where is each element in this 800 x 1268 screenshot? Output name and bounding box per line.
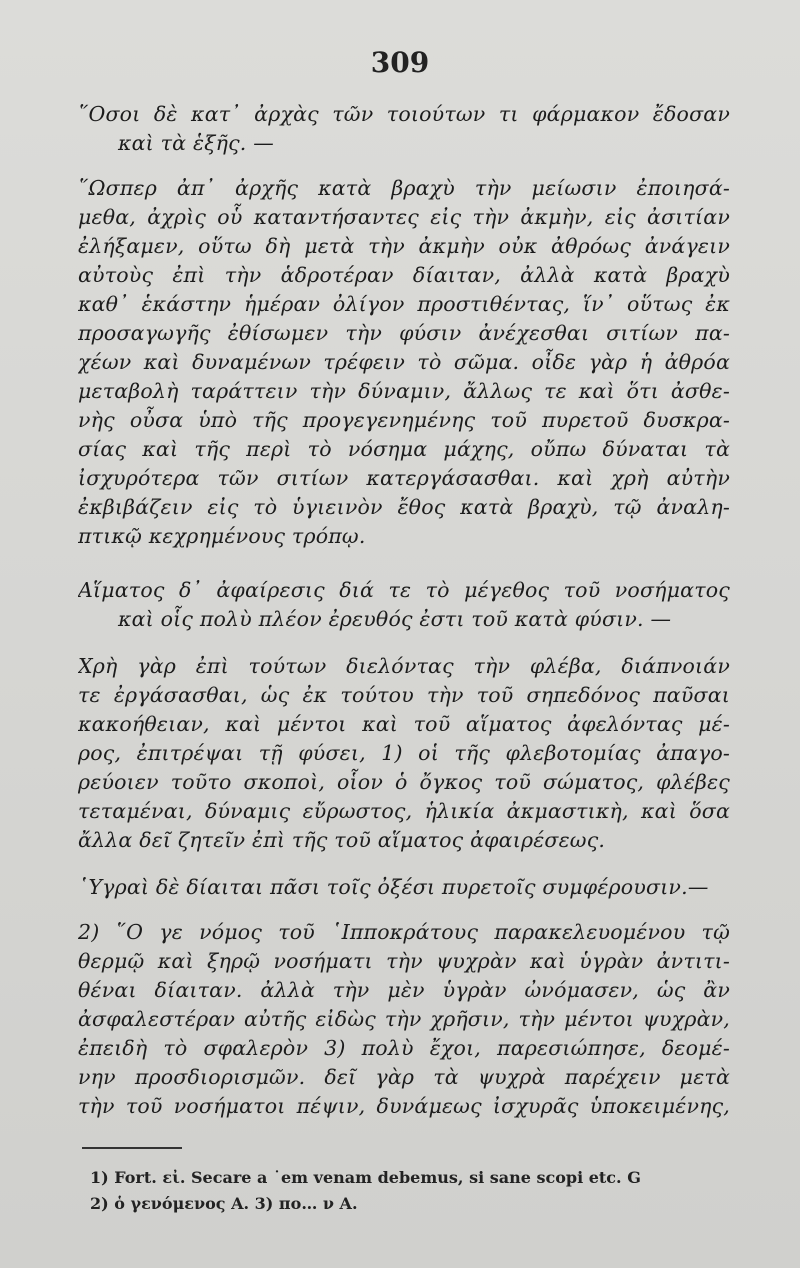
text-line: Αἵματος δ᾽ ἀφαίρεσις διά τε τὸ μέγεθος τοῦ νοσήματος bbox=[78, 578, 730, 602]
text-line: ῞Ωσπερ ἀπ᾽ ἀρχῆς κατὰ βραχὺ τὴν μείωσιν ἐποιησά- bbox=[78, 176, 730, 200]
text-line: ρεύοιεν τοῦτο σκοποὶ, οἷον ὁ ὄγκος τοῦ σώματος, φλέβες bbox=[78, 770, 730, 794]
text-line: τὴν τοῦ νοσήματοι πέψιν, δυνάμεως ἰσχυρᾶς ὑποκειμένης, bbox=[78, 1094, 730, 1118]
text-line: τεταμέναι, δύναμις εὔρωστος, ἡλικία ἀκμαστικὴ, καὶ ὅσα bbox=[78, 799, 730, 823]
text-line: πτικῷ κεχρημένους τρόπῳ. bbox=[78, 524, 366, 548]
footnote-line: 2) ὁ γενόμενος A. 3) πο… ν A. bbox=[90, 1194, 358, 1213]
text-line: ἐπειδὴ τὸ σφαλερὸν 3) πολὺ ἔχοι, παρεσιώπησε, δεομέ- bbox=[78, 1036, 730, 1060]
text-line: τε ἐργάσασθαι, ὡς ἐκ τούτου τὴν τοῦ σηπεδόνος παῦσαι bbox=[78, 683, 730, 707]
text-line: νην προσδιορισμῶν. δεῖ γὰρ τὰ ψυχρὰ παρέχειν μετὰ bbox=[78, 1065, 730, 1089]
footnote-line: 1) Fort. εἰ. Secare a ˙em venam debemus, si sane scopi etc. G bbox=[90, 1168, 641, 1187]
paragraph-4 bbox=[78, 652, 730, 855]
paragraph-1 bbox=[78, 100, 730, 158]
text-line: ρος, ἐπιτρέψαι τῇ φύσει, 1) οἱ τῆς φλεβοτομίας ἀπαγο- bbox=[78, 741, 730, 765]
text-line: μεθα, ἀχρὶς οὗ καταντήσαντες εἰς τὴν ἀκμὴν, εἰς ἀσιτίαν bbox=[78, 205, 730, 229]
text-line: νὴς οὖσα ὑπὸ τῆς προγεγενημένης τοῦ πυρετοῦ δυσκρα- bbox=[78, 408, 730, 432]
text-line: προσαγωγῆς ἐθίσωμεν τὴν φύσιν ἀνέχεσθαι σιτίων πα- bbox=[78, 321, 730, 345]
text-line: χέων καὶ δυναμένων τρέφειν τὸ σῶμα. οἶδε γὰρ ἡ ἀθρόα bbox=[78, 350, 730, 374]
paragraph-5 bbox=[78, 873, 730, 902]
text-line: κακοήθειαν, καὶ μέντοι καὶ τοῦ αἵματος ἀφελόντας μέ- bbox=[78, 712, 730, 736]
paragraph-2 bbox=[78, 174, 730, 551]
text-line: ἐλήξαμεν, οὕτω δὴ μετὰ τὴν ἀκμὴν οὐκ ἀθρόως ἀνάγειν bbox=[78, 234, 730, 258]
footnotes bbox=[90, 1165, 730, 1217]
text-line: καὶ οἷς πολὺ πλέον ἐρευθός ἐστι τοῦ κατὰ φύσιν. — bbox=[118, 607, 672, 631]
text-line: ῾Υγραὶ δὲ δίαιται πᾶσι τοῖς ὀξέσι πυρετοῖς συμφέρουσιν.— bbox=[78, 875, 709, 899]
text-line: καὶ τὰ ἑξῆς. — bbox=[118, 131, 274, 155]
text-line: Χρὴ γὰρ ἐπὶ τούτων διελόντας τὴν φλέβα, διάπνοιάν bbox=[78, 654, 730, 678]
text-line: θέναι δίαιταν. ἀλλὰ τὴν μὲν ὑγρὰν ὠνόμασεν, ὡς ἂν bbox=[78, 978, 730, 1002]
footnote-rule bbox=[82, 1147, 182, 1149]
text-line: μεταβολὴ ταράττειν τὴν δύναμιν, ἄλλως τε καὶ ὅτι ἀσθε- bbox=[78, 379, 730, 403]
text-line: σίας καὶ τῆς περὶ τὸ νόσημα μάχης, οὔπω δύναται τὰ bbox=[78, 437, 730, 461]
text-line: 2) ῞Ο γε νόμος τοῦ ῾Ιπποκράτους παρακελευομένου τῷ bbox=[78, 920, 730, 944]
paragraph-3 bbox=[78, 576, 730, 634]
text-line: ἄλλα δεῖ ζητεῖν ἐπὶ τῆς τοῦ αἵματος ἀφαιρέσεως. bbox=[78, 828, 606, 852]
text-line: ἰσχυρότερα τῶν σιτίων κατεργάσασθαι. καὶ χρὴ αὐτὴν bbox=[78, 466, 730, 490]
text-line: θερμῷ καὶ ξηρῷ νοσήματι τὴν ψυχρὰν καὶ ὑγρὰν ἀντιτι- bbox=[78, 949, 730, 973]
page-number: 309 bbox=[370, 46, 430, 79]
paragraph-6 bbox=[78, 918, 730, 1121]
text-line: καθ᾽ ἑκάστην ἡμέραν ὀλίγον προστιθέντας, ἵν᾽ οὕτως ἐκ bbox=[78, 292, 730, 316]
text-line: αὐτοὺς ἐπὶ τὴν ἁδροτέραν δίαιταν, ἀλλὰ κατὰ βραχὺ bbox=[78, 263, 730, 287]
text-line: ἀσφαλεστέραν αὐτῆς εἰδὼς τὴν χρῆσιν, τὴν μέντοι ψυχρὰν, bbox=[78, 1007, 730, 1031]
text-line: ῞Οσοι δὲ κατ᾽ ἀρχὰς τῶν τοιούτων τι φάρμακον ἔδοσαν bbox=[78, 102, 730, 126]
text-line: ἐκβιβάζειν εἰς τὸ ὑγιεινὸν ἔθος κατὰ βραχὺ, τῷ ἀναλη- bbox=[78, 495, 730, 519]
